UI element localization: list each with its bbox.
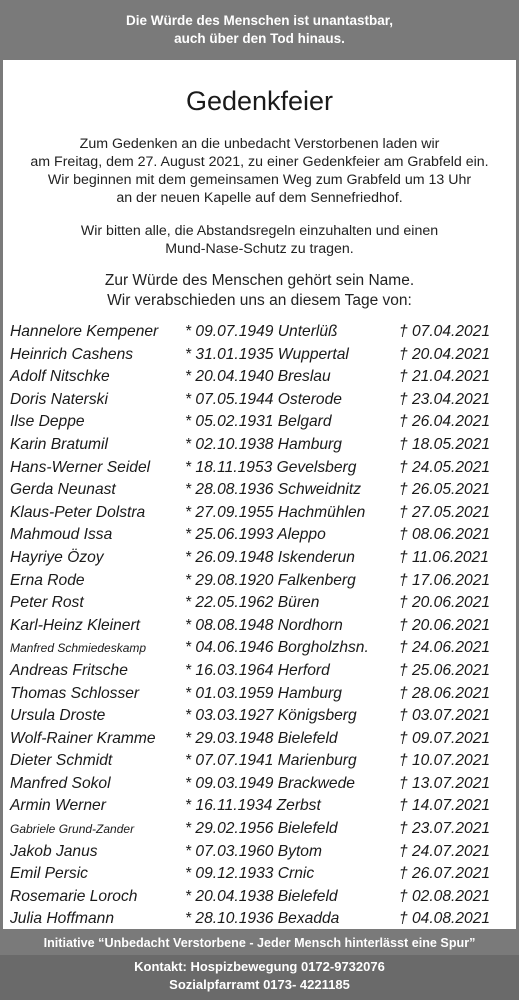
death-date: † 26.07.2021 bbox=[399, 865, 491, 883]
list-item bbox=[10, 750, 510, 773]
deceased-name: Peter Rost bbox=[10, 594, 84, 612]
list-item bbox=[10, 411, 510, 434]
deceased-name: Ursula Droste bbox=[10, 707, 106, 725]
death-date: † 20.06.2021 bbox=[399, 594, 491, 612]
death-date: † 02.08.2021 bbox=[399, 887, 491, 905]
header-line-2: auch über den Tod hinaus. bbox=[174, 31, 345, 46]
list-item bbox=[10, 434, 510, 457]
deceased-name: Klaus-Peter Dolstra bbox=[10, 503, 146, 521]
death-date: † 27.05.2021 bbox=[399, 503, 491, 521]
list-item bbox=[10, 637, 510, 660]
deceased-name: Karl-Heinz Kleinert bbox=[10, 616, 140, 634]
list-item bbox=[10, 818, 510, 841]
header-line-1: Die Würde des Menschen ist unantastbar, bbox=[125, 13, 394, 28]
death-date: † 20.04.2021 bbox=[399, 345, 491, 363]
list-item bbox=[10, 524, 510, 547]
birth-info: * 25.06.1993 Aleppo bbox=[185, 526, 326, 544]
initiative-text: Initiative “Unbedacht Verstorbene - Jeder Mensch hinterlässt eine Spur” bbox=[43, 936, 476, 950]
list-item bbox=[10, 570, 510, 593]
birth-info: * 03.03.1927 Königsberg bbox=[185, 707, 357, 725]
death-date: † 25.06.2021 bbox=[399, 661, 491, 679]
death-date: † 07.04.2021 bbox=[399, 323, 491, 340]
list-item bbox=[10, 795, 510, 818]
deceased-name: Mahmoud Issa bbox=[10, 526, 113, 544]
deceased-name: Hannelore Kempener bbox=[10, 323, 159, 340]
list-item bbox=[10, 841, 510, 864]
list-item bbox=[10, 705, 510, 728]
intro-paragraph bbox=[0, 135, 519, 207]
birth-info: * 08.08.1948 Nordhorn bbox=[185, 616, 343, 634]
list-item bbox=[10, 728, 510, 751]
birth-info: * 09.03.1949 Brackwede bbox=[185, 774, 355, 792]
deceased-name: Andreas Fritsche bbox=[10, 661, 128, 679]
contact-sozialpfarramt: Sozialpfarramt 0173- 4221185 bbox=[169, 977, 350, 992]
birth-info: * 01.03.1959 Hamburg bbox=[185, 684, 342, 702]
list-item bbox=[10, 615, 510, 638]
deceased-name: Rosemarie Loroch bbox=[10, 887, 138, 905]
list-item bbox=[10, 547, 510, 570]
birth-info: * 04.06.1946 Borgholzhsn. bbox=[185, 639, 369, 657]
list-item bbox=[10, 366, 510, 389]
list-item bbox=[10, 773, 510, 796]
list-item bbox=[10, 660, 510, 683]
deceased-name: Manfred Schmiedeskamp bbox=[10, 641, 147, 656]
intro-line: am Freitag, dem 27. August 2021, zu einer Gedenkfeier am Grabfeld ein. bbox=[30, 154, 489, 170]
header-banner bbox=[0, 0, 519, 60]
farewell-line: Zur Würde des Menschen gehört sein Name. bbox=[104, 272, 415, 289]
birth-info: * 20.04.1940 Breslau bbox=[185, 368, 331, 386]
rules-line: Mund-Nase-Schutz zu tragen. bbox=[165, 241, 354, 257]
list-item bbox=[10, 863, 510, 886]
birth-info: * 09.12.1933 Crnic bbox=[185, 865, 315, 883]
rules-line: Wir bitten alle, die Abstandsregeln einzuhalten und einen bbox=[80, 223, 439, 239]
deceased-name: Thomas Schlosser bbox=[10, 684, 140, 702]
death-date: † 24.07.2021 bbox=[399, 842, 491, 860]
death-date: † 26.04.2021 bbox=[399, 413, 491, 431]
death-date: † 13.07.2021 bbox=[399, 774, 491, 792]
deceased-name: Wolf-Rainer Kramme bbox=[10, 729, 156, 747]
death-date: † 24.06.2021 bbox=[399, 639, 491, 657]
farewell-paragraph bbox=[0, 271, 519, 311]
list-item bbox=[10, 908, 510, 931]
death-date: † 03.07.2021 bbox=[399, 707, 491, 725]
death-date: † 26.05.2021 bbox=[399, 481, 491, 499]
death-date: † 11.06.2021 bbox=[399, 548, 489, 566]
footer-banner bbox=[0, 929, 519, 1000]
deceased-name: Hans-Werner Seidel bbox=[10, 458, 151, 476]
death-date: † 14.07.2021 bbox=[399, 797, 491, 815]
death-date: † 28.06.2021 bbox=[399, 684, 491, 702]
deceased-list bbox=[10, 321, 510, 931]
rules-paragraph bbox=[0, 222, 519, 258]
list-item bbox=[10, 502, 510, 525]
deceased-name: Manfred Sokol bbox=[10, 774, 111, 792]
list-item bbox=[10, 592, 510, 615]
death-date: † 04.08.2021 bbox=[399, 910, 491, 928]
birth-info: * 05.02.1931 Belgard bbox=[185, 413, 332, 431]
birth-info: * 28.10.1936 Bexadda bbox=[185, 910, 340, 928]
deceased-name: Julia Hoffmann bbox=[10, 910, 115, 928]
birth-info: * 07.07.1941 Marienburg bbox=[185, 752, 357, 770]
deceased-name: Gerda Neunast bbox=[10, 481, 116, 499]
deceased-name: Jakob Janus bbox=[10, 842, 98, 860]
list-item bbox=[10, 344, 510, 367]
deceased-name: Karin Bratumil bbox=[10, 435, 108, 453]
birth-info: * 09.07.1949 Unterlüß bbox=[185, 323, 338, 340]
deceased-name: Heinrich Cashens bbox=[10, 345, 134, 363]
birth-info: * 26.09.1948 Iskenderun bbox=[185, 548, 355, 566]
list-item bbox=[10, 389, 510, 412]
deceased-name: Hayriye Özoy bbox=[10, 548, 104, 566]
death-date: † 10.07.2021 bbox=[399, 752, 491, 770]
death-date: † 24.05.2021 bbox=[399, 458, 491, 476]
deceased-name: Gabriele Grund-Zander bbox=[10, 822, 135, 837]
list-item bbox=[10, 321, 510, 344]
birth-info: * 27.09.1955 Hachmühlen bbox=[185, 503, 366, 521]
birth-info: * 20.04.1938 Bielefeld bbox=[185, 887, 338, 905]
death-date: † 09.07.2021 bbox=[399, 729, 491, 747]
death-date: † 21.04.2021 bbox=[399, 368, 491, 386]
birth-info: * 31.01.1935 Wuppertal bbox=[185, 345, 349, 363]
death-date: † 20.06.2021 bbox=[399, 616, 491, 634]
birth-info: * 29.02.1956 Bielefeld bbox=[185, 820, 338, 838]
intro-line: Wir beginnen mit dem gemeinsamen Weg zum Grabfeld um 13 Uhr bbox=[47, 172, 472, 188]
death-date: † 08.06.2021 bbox=[399, 526, 491, 544]
deceased-name: Adolf Nitschke bbox=[10, 368, 110, 386]
birth-info: * 22.05.1962 Büren bbox=[185, 594, 320, 612]
contact-hospiz: Kontakt: Hospizbewegung 0172-9732076 bbox=[134, 959, 385, 974]
page-title: Gedenkfeier bbox=[185, 86, 334, 116]
farewell-line: Wir verabschieden uns an diesem Tage von: bbox=[107, 292, 412, 309]
intro-line: Zum Gedenken an die unbedacht Verstorbenen laden wir bbox=[79, 136, 440, 152]
birth-info: * 02.10.1938 Hamburg bbox=[185, 435, 342, 453]
list-item bbox=[10, 479, 510, 502]
death-date: † 23.04.2021 bbox=[399, 390, 491, 408]
birth-info: * 16.03.1964 Herford bbox=[185, 661, 330, 679]
birth-info: * 28.08.1936 Schweidnitz bbox=[185, 481, 361, 499]
death-date: † 18.05.2021 bbox=[399, 435, 491, 453]
deceased-name: Ilse Deppe bbox=[10, 413, 85, 431]
death-date: † 17.06.2021 bbox=[399, 571, 491, 589]
intro-line: an der neuen Kapelle auf dem Sennefriedhof. bbox=[116, 190, 403, 206]
list-item bbox=[10, 457, 510, 480]
birth-info: * 29.08.1920 Falkenberg bbox=[185, 571, 356, 589]
list-item bbox=[10, 886, 510, 909]
list-item bbox=[10, 683, 510, 706]
birth-info: * 07.03.1960 Bytom bbox=[185, 842, 322, 860]
deceased-name: Erna Rode bbox=[10, 571, 85, 589]
deceased-name: Armin Werner bbox=[10, 797, 106, 815]
birth-info: * 16.11.1934 Zerbst bbox=[185, 797, 321, 815]
birth-info: * 07.05.1944 Osterode bbox=[185, 390, 342, 408]
deceased-name: Doris Naterski bbox=[10, 390, 108, 408]
birth-info: * 29.03.1948 Bielefeld bbox=[185, 729, 338, 747]
death-date: † 23.07.2021 bbox=[399, 820, 491, 838]
deceased-name: Emil Persic bbox=[10, 865, 88, 883]
deceased-name: Dieter Schmidt bbox=[10, 752, 113, 770]
birth-info: * 18.11.1953 Gevelsberg bbox=[185, 458, 357, 476]
